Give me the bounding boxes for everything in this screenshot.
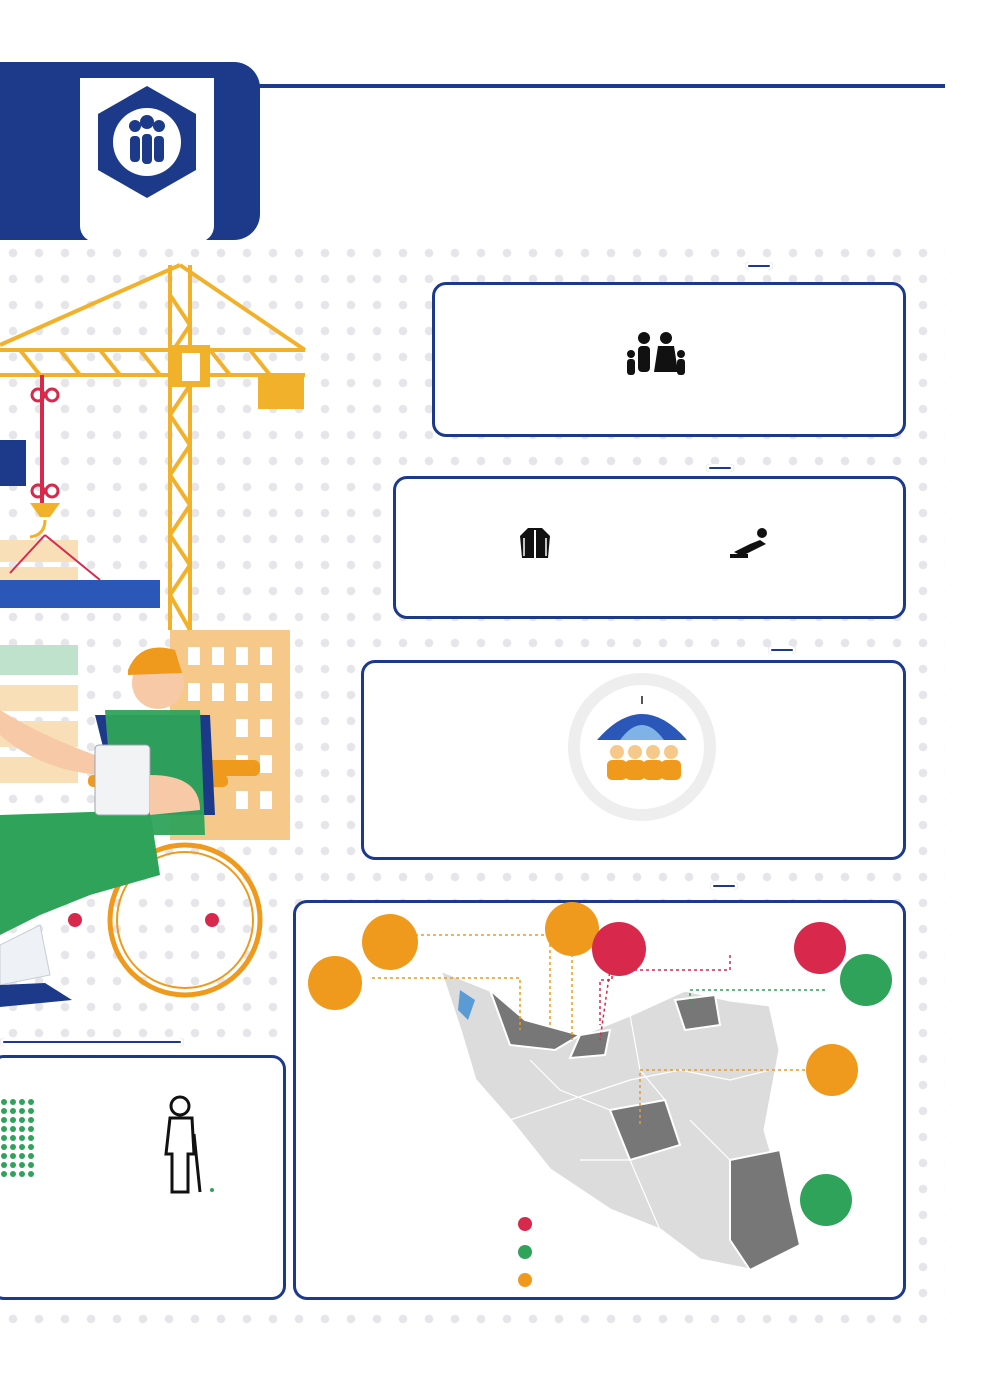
social-security-logo-icon bbox=[80, 78, 214, 198]
legend-item-most bbox=[300, 1210, 532, 1238]
province-title bbox=[710, 882, 738, 890]
accident-cause-card bbox=[393, 476, 906, 619]
construction-illustration bbox=[0, 255, 330, 1015]
logo-card bbox=[80, 78, 214, 242]
work-jacket-icon bbox=[518, 526, 552, 560]
marital-status-title bbox=[745, 262, 773, 270]
legend-orange-dot bbox=[518, 1273, 532, 1287]
falling-person-icon bbox=[728, 526, 774, 560]
bubble-tehran-counties bbox=[794, 922, 846, 974]
bubble-alborz bbox=[545, 902, 599, 956]
legend-item-rate bbox=[300, 1266, 532, 1294]
insurance-title bbox=[768, 646, 796, 654]
bubble-north-khorasan bbox=[840, 954, 892, 1006]
age-group-title bbox=[0, 1038, 184, 1046]
dot-matrix-icon bbox=[0, 1098, 40, 1188]
age-group-card bbox=[0, 1055, 286, 1300]
bubble-yazd bbox=[806, 1044, 858, 1096]
bubble-sistan bbox=[800, 1174, 852, 1226]
legend-red-dot bbox=[518, 1217, 532, 1231]
bubble-qazvin bbox=[362, 914, 418, 970]
bubble-tehran-province bbox=[592, 922, 646, 976]
insurance-ring-chart bbox=[565, 670, 719, 824]
legend-item-least bbox=[300, 1238, 532, 1266]
top-rule bbox=[245, 84, 945, 88]
map-legend bbox=[300, 1210, 532, 1294]
marital-donut-chart bbox=[586, 290, 726, 430]
legend-green-dot bbox=[518, 1245, 532, 1259]
accident-cause-title bbox=[706, 464, 734, 472]
elderly-person-icon bbox=[158, 1094, 218, 1194]
umbrella-family-icon bbox=[597, 696, 687, 780]
bubble-zanjan bbox=[308, 956, 362, 1010]
